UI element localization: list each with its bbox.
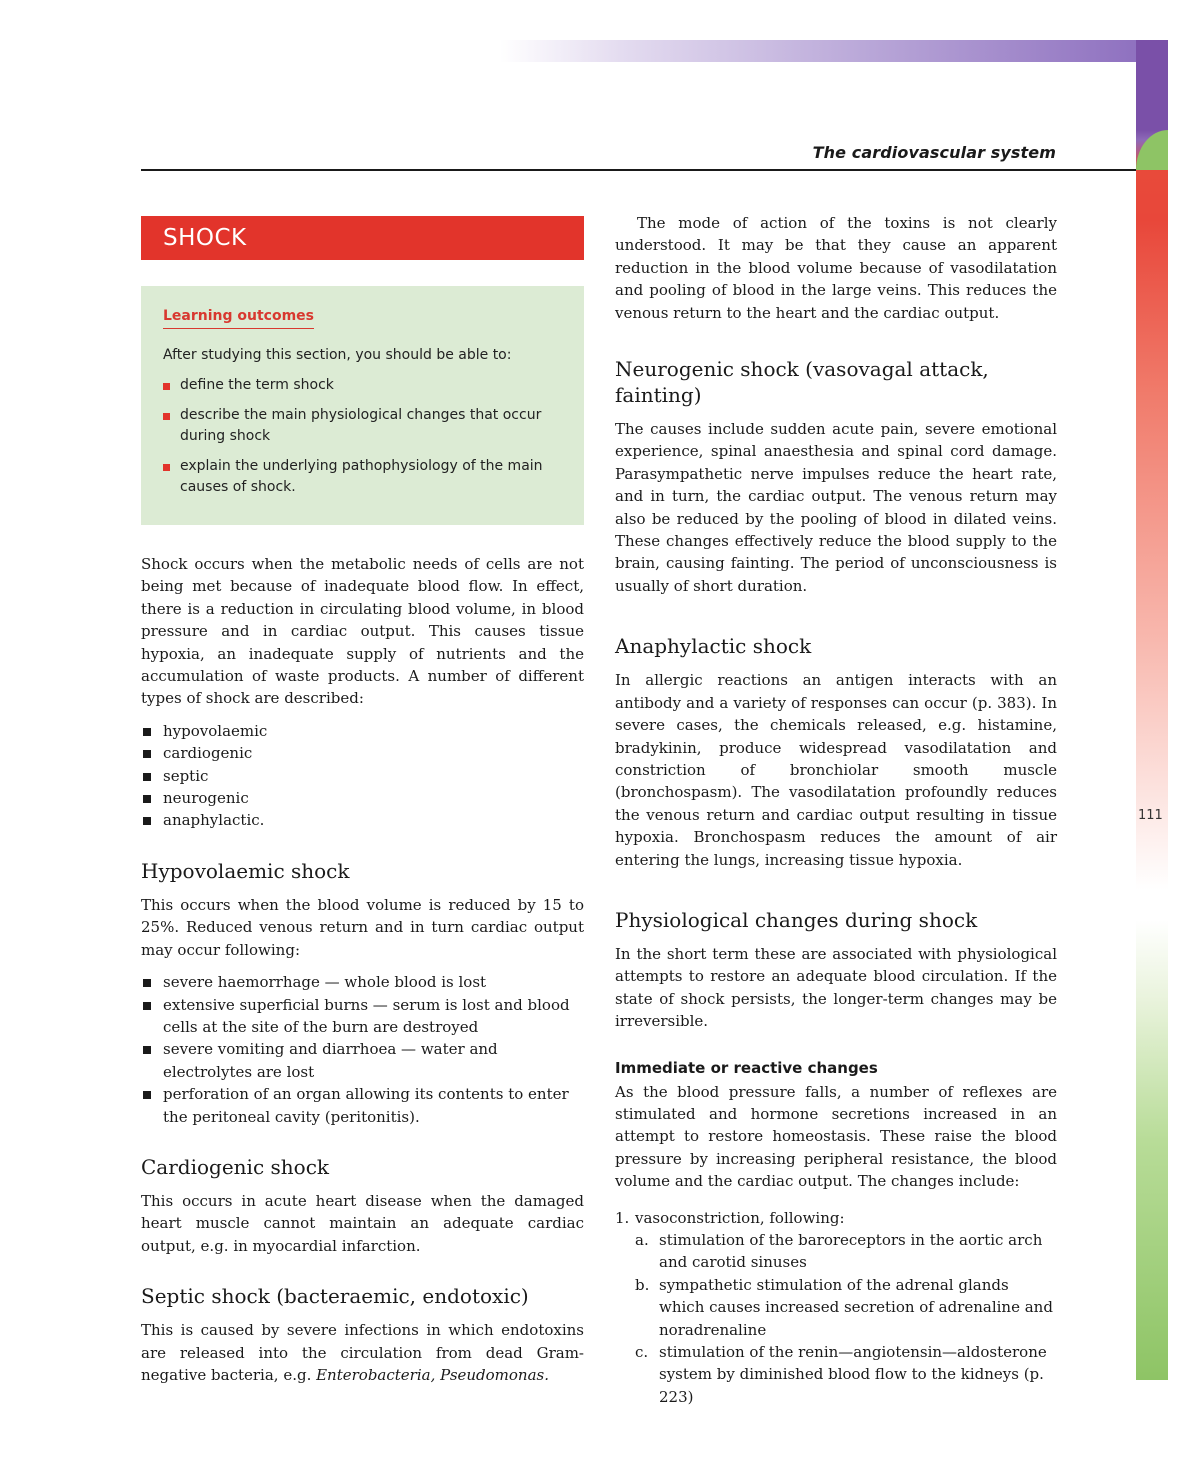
shock-types-list: [141, 720, 584, 832]
right-column: [615, 212, 1057, 1408]
list-marker: 1.: [615, 1208, 630, 1227]
list-item: describe the main physiological changes that occur during shock: [163, 405, 562, 447]
header-rule: [141, 169, 1136, 171]
anaphylactic-paragraph: In allergic reactions an antigen interacts with an antibody and a variety of responses can occur (p. 383). In severe cases, the chemicals released, e.g. histamine, bradykinin, produce widespread vasodilatation and constriction of bronchiolar smooth muscle (bronchospasm). The vasodilatation profoundly reduces the venous return and cardiac output resulting in tissue hypoxia. Bronchospasm reduces the amount of air entering the lungs, increasing tissue hypoxia.: [615, 671, 1057, 869]
heading-cardiogenic: Cardiogenic shock: [141, 1154, 330, 1179]
section-title-bar: [141, 216, 584, 260]
list-item: severe haemorrhage — whole blood is lost: [141, 971, 584, 993]
list-item-text: sympathetic stimulation of the adrenal glands which causes increased secretion of adrenaline and noradrenaline: [659, 1275, 1053, 1339]
running-head: The cardiovascular system: [812, 143, 1056, 162]
list-item-text: stimulation of the renin—angiotensin—aldosterone system by diminished blood flow to the kidneys (p. 223): [659, 1343, 1047, 1406]
list-item: extensive superficial burns — serum is lost and blood cells at the site of the burn are destroyed: [141, 994, 584, 1039]
chapter-edge-strip: [1136, 40, 1168, 1380]
top-color-band: [500, 40, 1168, 62]
list-item: explain the underlying pathophysiology of the main causes of shock.: [163, 456, 562, 498]
learning-outcomes-list: [163, 375, 562, 498]
left-column: [141, 216, 584, 1386]
list-item: [635, 1229, 1057, 1274]
septic-examples: Enterobacteria, Pseudomonas.: [316, 1365, 550, 1384]
list-item-text: vasoconstriction, following:: [635, 1208, 845, 1227]
list-item: anaphylactic.: [141, 809, 584, 831]
list-marker: c.: [635, 1343, 649, 1362]
list-item: hypovolaemic: [141, 720, 584, 742]
cardiogenic-paragraph: This occurs in acute heart disease when the damaged heart muscle cannot maintain an adequate cardiac output, e.g. in myocardial infarction.: [141, 1191, 584, 1255]
heading-septic: Septic shock (bacteraemic, endotoxic): [141, 1284, 529, 1309]
toxins-paragraph: The mode of action of the toxins is not clearly understood. It may be that they cause an apparent reduction in the blood volume because of vasodilatation and pooling of blood in the large veins. This reduces the venous return to the heart and the cardiac output.: [615, 214, 1057, 322]
heading-anaphylactic: Anaphylactic shock: [615, 634, 812, 659]
list-item: define the term shock: [163, 375, 562, 396]
list-item: [635, 1341, 1057, 1408]
list-item: [615, 1207, 1057, 1409]
changes-sublist: [635, 1229, 1057, 1408]
heading-neurogenic: Neurogenic shock (vasovagal attack, fainting): [615, 357, 989, 408]
list-marker: b.: [635, 1275, 650, 1294]
heading-hypovolaemic: Hypovolaemic shock: [141, 858, 350, 883]
learning-outcomes-intro: After studying this section, you should be able to:: [163, 347, 512, 363]
learning-outcomes-heading: Learning outcomes: [163, 306, 314, 329]
list-item: severe vomiting and diarrhoea — water and electrolytes are lost: [141, 1038, 584, 1083]
list-item: septic: [141, 765, 584, 787]
intro-paragraph: Shock occurs when the metabolic needs of cells are not being met because of inadequate blood flow. In effect, there is a reduction in circulating blood volume, in blood pressure and in cardiac output. This causes tissue hypoxia, an inadequate supply of nutrients and the accumulation of waste products. A number of different types of shock are described:: [141, 555, 584, 708]
physiological-paragraph: In the short term these are associated with physiological attempts to restore an adequate blood circulation. If the state of shock persists, the longer-term changes may be irreversible.: [615, 944, 1057, 1031]
septic-paragraph: [141, 1319, 584, 1386]
list-marker: a.: [635, 1231, 649, 1249]
heading-immediate: Immediate or reactive changes: [615, 1058, 878, 1077]
septic-text: This is caused by severe infections in which endotoxins are released into the circulation from dead Gram-negative bacteria, e.g.: [141, 1321, 584, 1384]
changes-list: [615, 1207, 1057, 1409]
hypovolaemic-causes-list: [141, 971, 584, 1128]
list-item: cardiogenic: [141, 742, 584, 764]
list-item-text: stimulation of the baroreceptors in the aortic arch and carotid sinuses: [659, 1231, 1043, 1272]
page-number: 111: [1138, 808, 1163, 823]
section-title: SHOCK: [163, 224, 247, 251]
list-item: [635, 1274, 1057, 1341]
neurogenic-paragraph: The causes include sudden acute pain, severe emotional experience, spinal anaesthesia and spinal cord damage. Parasympathetic nerve impulses reduce the heart rate, and in turn, the cardiac output. The venous return may also be reduced by the pooling of blood in dilated veins. These changes effectively reduce the blood supply to the brain, causing fainting. The period of unconsciousness is usually of short duration.: [615, 420, 1057, 595]
immediate-paragraph: As the blood pressure falls, a number of reflexes are stimulated and hormone secretions increased in an attempt to restore homeostasis. These raise the blood pressure by increasing peripheral resistance, the blood volume and the cardiac output. The changes include:: [615, 1082, 1057, 1191]
heading-physiological: Physiological changes during shock: [615, 907, 978, 932]
list-item: perforation of an organ allowing its contents to enter the peritoneal cavity (peritonitis).: [141, 1083, 584, 1128]
list-item: neurogenic: [141, 787, 584, 809]
learning-outcomes-box: [141, 286, 584, 525]
hypovolaemic-paragraph: This occurs when the blood volume is reduced by 15 to 25%. Reduced venous return and in turn cardiac output may occur following:: [141, 895, 584, 959]
